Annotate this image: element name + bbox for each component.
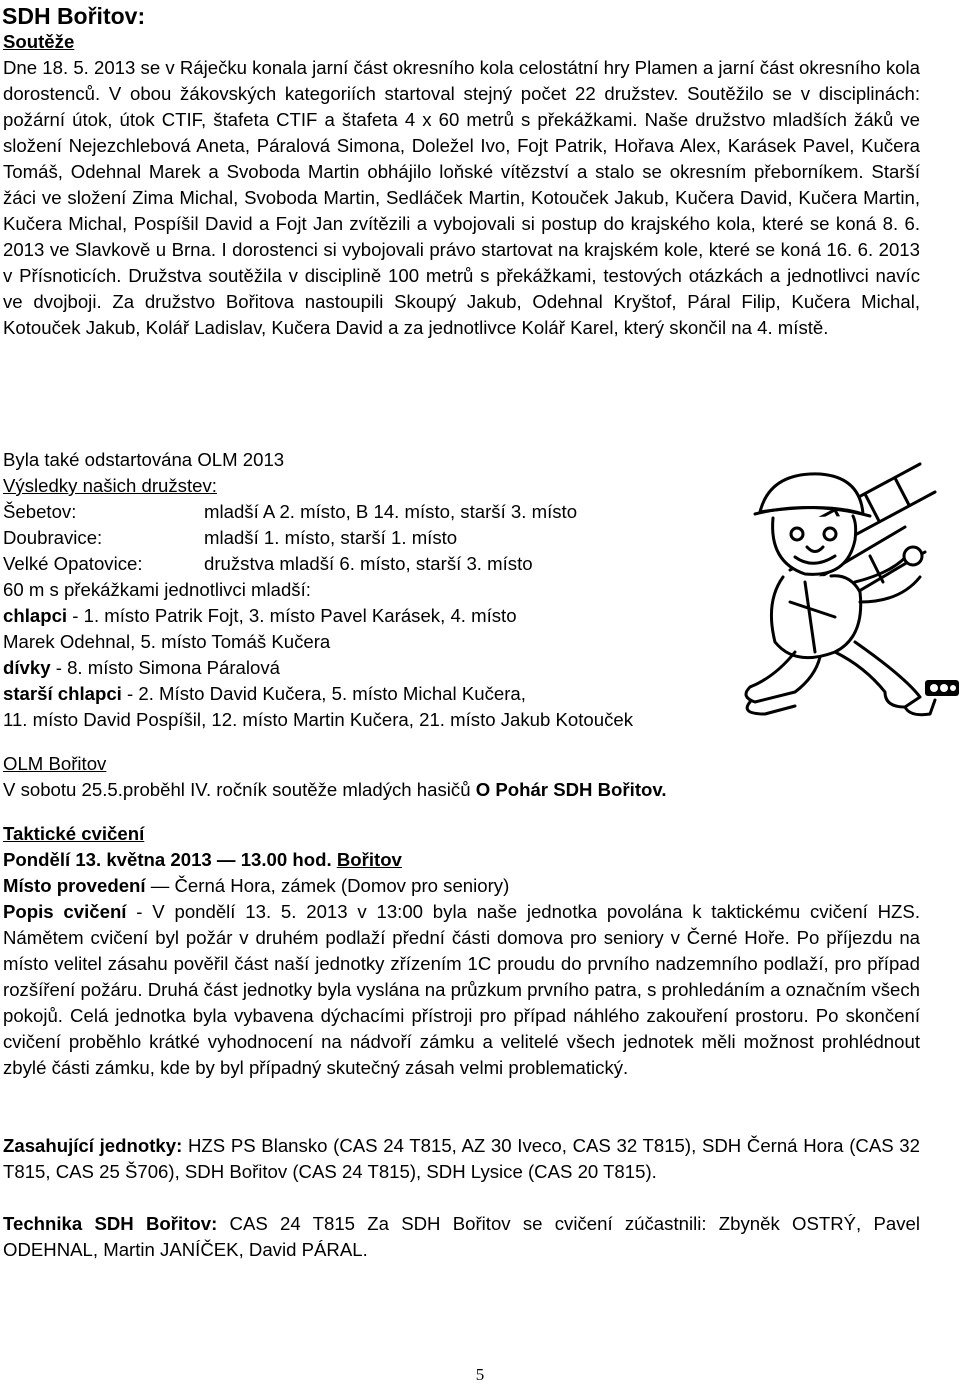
older-line1: - 2. Místo David Kučera, 5. místo Michal Kučera, [121,683,526,704]
boys-results [3,603,517,629]
team-name: Velké Opatovice: [3,553,143,574]
girls-label: dívky [3,657,51,678]
olm-boritov-cup: O Pohár SDH Bořitov. [475,779,667,800]
olm-boritov-text [3,777,667,803]
page-number: 5 [475,1365,485,1384]
team-row [3,499,723,525]
girls-text: - 8. místo Simona Páralová [50,657,280,678]
tech-text: CAS 24 T815 Za SDH Bořitov se cvičení zúčastnili: Zbyněk OSTRÝ, Pavel ODEHNAL, Martin JANÍČEK, David PÁRAL. [3,1213,920,1260]
firefighter-mascot-illustration [735,452,960,720]
team-result: mladší A 2. místo, B 14. místo, starší 3. místo [204,501,578,522]
team-name: Doubravice: [3,527,103,548]
olm-intro: Byla také odstartována OLM 2013 [3,449,285,470]
section-contests-heading: Soutěže [3,31,75,52]
exercise-date-line [3,847,402,873]
boys-line2: Marek Odehnal, 5. místo Tomáš Kučera [3,631,331,652]
exercise-place [3,873,509,899]
exercise-technique [3,1211,920,1263]
older-results [3,681,526,707]
desc-text: - V pondělí 13. 5. 2013 v 13:00 byla naše jednotka povolána k taktickému cvičení HZS. Námětem cvičení byl požár v druhém podlaží přední části domova pro seniory v Černé Hoře. Po příjezdu na místo velitel zásahu pověřil část naší jednotky zřízením 1C proudu do prvního nadzemního podlaží, pro případ rozšíření požáru. Druhá část jednotky byla vyslána na průzkum prvního patra, s prohledáním a označním všech pokojů. Celá jednotka byla vybavena dýchacími přístroji pro případ náhlého zakouření prostoru. Po skončení cvičení proběhlo krátké vyhodnocení na nádvoří zámku a velitelé všech jednotek měli možnost prohlédnout zbylé části zámku, kde by byl případný skutečný zásah velmi problematický. [3,901,920,1078]
team-result: družstva mladší 6. místo, starší 3. místo [204,553,533,574]
exercise-date-place: Bořitov [336,849,402,870]
exercise-units [3,1133,920,1185]
girls-results [3,655,280,681]
team-row [3,551,723,577]
units-label: Zasahující jednotky: [3,1135,183,1156]
place-label: Místo provedení [3,875,146,896]
org-title: SDH Bořitov: [2,3,146,29]
older-label: starší chlapci [3,683,122,704]
units-text: HZS PS Blansko (CAS 24 T815, AZ 30 Iveco, CAS 32 T815), SDH Černá Hora (CAS 32 T815, CAS 25 Š706), SDH Bořitov (CAS 24 T815), SDH Lysice (CAS 20 T815). [3,1135,920,1182]
team-name: Šebetov: [3,501,77,522]
team-row [3,525,723,551]
individuals-heading: 60 m s překážkami jednotlivci mladší: [3,579,311,600]
boys-line1: - 1. místo Patrik Fojt, 3. místo Pavel Karásek, 4. místo [67,605,517,626]
olm-boritov-heading: OLM Bořitov [3,753,107,774]
older-line2: 11. místo David Pospíšil, 12. místo Martin Kučera, 21. místo Jakub Kotouček [3,709,634,730]
olm-boritov-text-a: V sobotu 25.5.proběhl IV. ročník soutěže mladých hasičů [3,779,476,800]
results-heading: Výsledky našich družstev: [3,475,217,496]
place-text: — Černá Hora, zámek (Domov pro seniory) [145,875,510,896]
team-result: mladší 1. místo, starší 1. místo [204,527,458,548]
exercise-description [3,899,920,1081]
contests-paragraph: Dne 18. 5. 2013 se v Ráječku konala jarní část okresního kola celostátní hry Plamen a jarní část okresního kola dorostenců. V obou žákovských kategoriích startoval stejný počet 22 družstev. Soutěžilo se v disciplinách: požární útok, útok CTIF, štafeta CTIF a štafeta 4 x 60 metrů s překážkami. Naše družstvo mladších žáků ve složení Nejezchlebová Aneta, Páralová Simona, Doležel Ivo, Fojt Patrik, Hořava Alex, Karásek Pavel, Kučera Tomáš, Odehnal Marek a Svoboda Martin obhájilo loňské vítězství a stalo se okresním přeborníkem. Starší žáci ve složení Zima Michal, Svoboda Martin, Sedláček Martin, Kotouček Jakub, Kučera David, Kučera Martin, Kučera Michal, Pospíšil David a Fojt Jan zvítězili a vybojovali si postup do krajského kola, které se koná 8. 6. 2013 ve Slavkově u Brna. I dorostenci si vybojovali právo startovat na krajském kole, které se koná 16. 6. 2013 v Přísnoticích. Družstva soutěžila v disciplině 100 metrů s překážkami, testových otázkách a jednotlivci navíc ve dvojboji. Za družstvo Bořitova nastoupili Skoupý Jakub, Odehnal Kryštof, Páral Filip, Kučera Michal, Kotouček Jakub, Kolář Ladislav, Kučera David a za jednotlivce Kolář Karel, který skončil na 4. místě. [3,57,920,338]
boys-label: chlapci [3,605,68,626]
logo-badge [925,680,959,696]
desc-label: Popis cvičení [3,901,127,922]
exercise-date: Pondělí 13. května 2013 — 13.00 hod. [3,849,337,870]
tech-label: Technika SDH Bořitov: [3,1213,218,1234]
exercise-heading: Taktické cvičení [3,823,145,844]
